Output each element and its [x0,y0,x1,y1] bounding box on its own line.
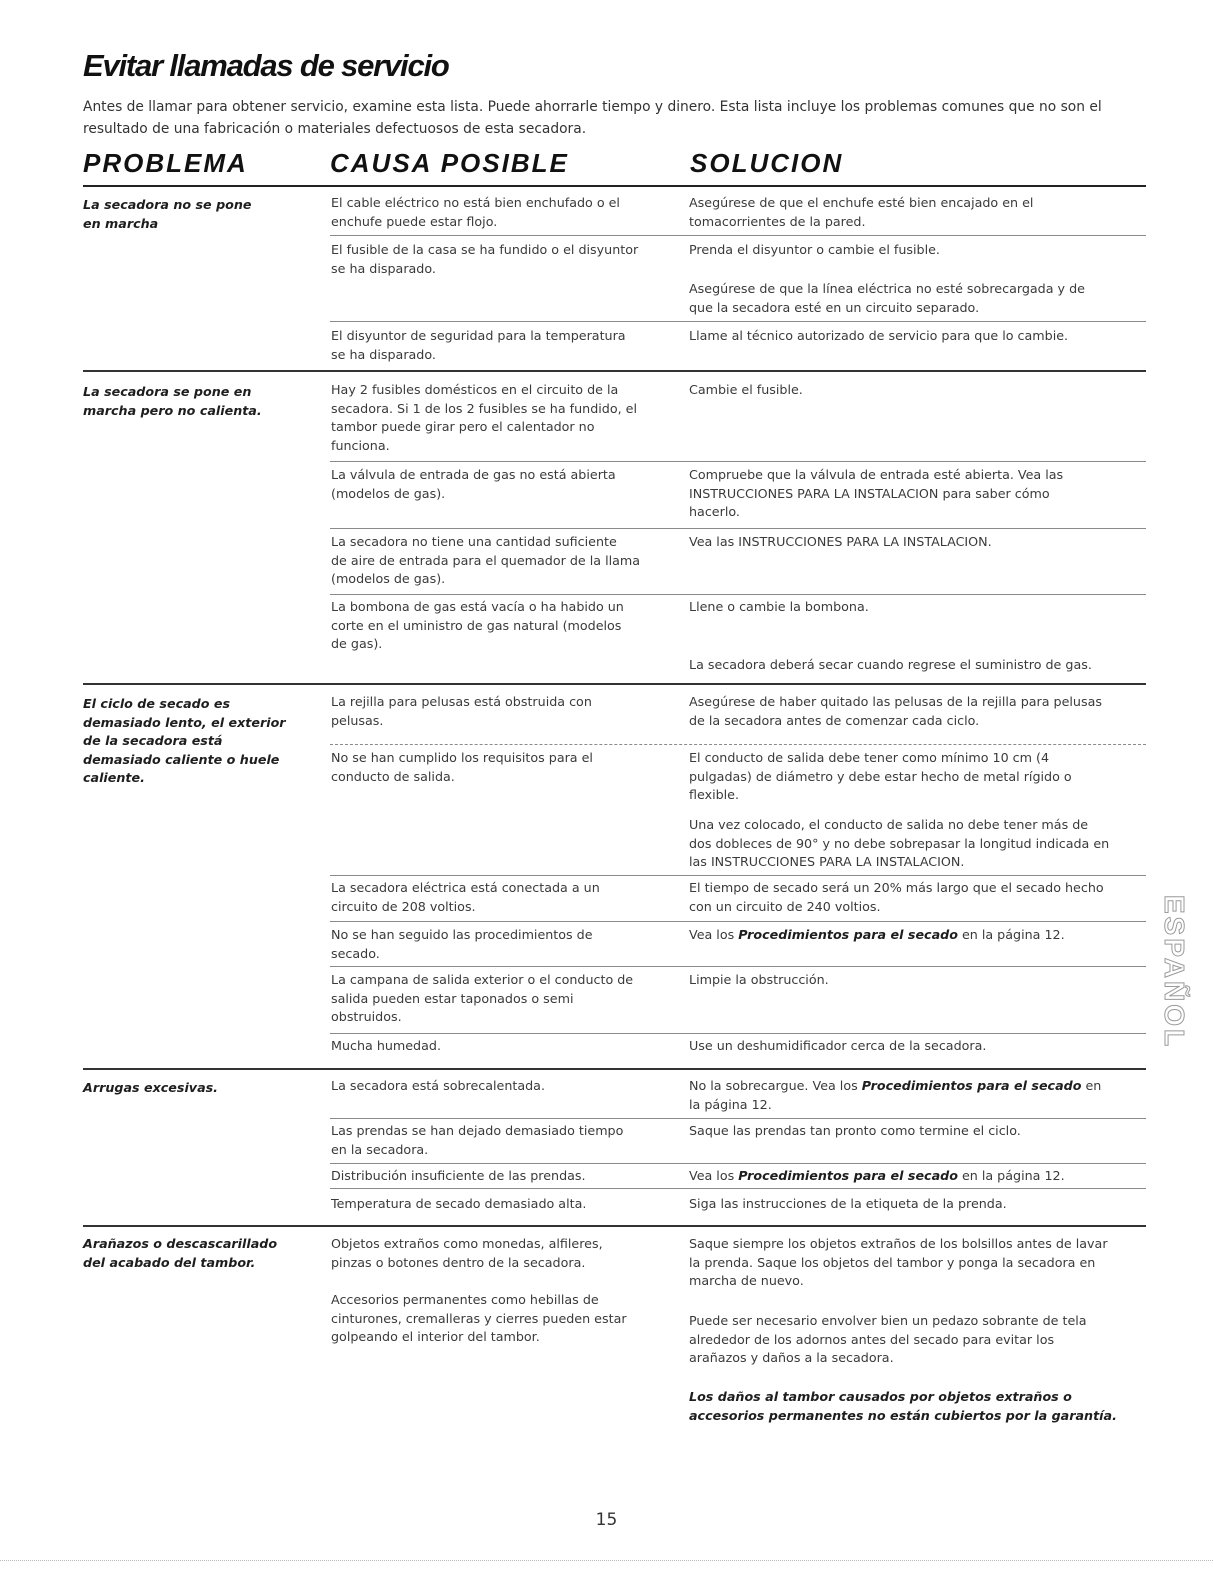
solution-text: Saque siempre los objetos extraños de los bolsillos antes de lavar la prenda. Saque los objetos del tambor y ponga la secadora en marcha de nuevo. [689,1236,1108,1288]
row-divider [330,744,1146,745]
side-tab-label: ESPAÑOL [1159,894,1190,1050]
solution-text: Compruebe que la válvula de entrada esté abierta. Vea las INSTRUCCIONES PARA LA INSTALACION para saber cómo hacerlo. [689,467,1064,519]
page-number: 15 [595,1510,618,1530]
column-header-solution: SOLUCION [690,148,844,178]
solution-text: Asegúrese de haber quitado las pelusas de la rejilla para pelusas de la secadora antes de comenzar cada ciclo. [689,694,1102,728]
solution-text: Limpie la obstrucción. [689,972,829,987]
cause-text: Hay 2 fusibles domésticos en el circuito de la secadora. Si 1 de los 2 fusibles se ha fundido, el tambor puede girar pero el calentador no funciona. [331,382,637,453]
column-header-problem: PROBLEMA [83,148,248,178]
bottom-edge [0,1560,1213,1561]
procedures-reference: Procedimientos para el secado [738,927,958,942]
row-divider [330,1033,1146,1034]
intro-paragraph: Antes de llamar para obtener servicio, examine esta lista. Puede ahorrarle tiempo y dinero. Esta lista incluye los problemas comunes que no son el resultado de una fabricación o materiales defectuosos de esta secadora. [83,99,1102,137]
cause-text: La bombona de gas está vacía o ha habido un corte en el uministro de gas natural (modelos de gas). [331,599,624,651]
row-divider [330,321,1146,322]
cause-text: El fusible de la casa se ha fundido o el disyuntor se ha disparado. [331,242,639,276]
problem-wrinkles: Arrugas excesivas. [83,1080,218,1095]
group-divider [83,683,1146,685]
solution-text: Siga las instrucciones de la etiqueta de la prenda. [689,1196,1007,1211]
problem-slow-drying: El ciclo de secado es demasiado lento, el exterior de la secadora está demasiado caliente o huele caliente. [83,696,286,785]
row-divider [330,235,1146,236]
solution-text: Saque las prendas tan pronto como termine el ciclo. [689,1123,1021,1138]
row-divider [330,921,1146,922]
column-header-cause: CAUSA POSIBLE [330,148,569,178]
solution-post: en la página 12. [689,1078,1102,1112]
solution-text: Llame al técnico autorizado de servicio para que lo cambie. [689,328,1069,343]
solution-reference [689,926,1149,945]
row-divider [330,594,1146,595]
solution-text: Asegúrese de que la línea eléctrica no esté sobrecargada y de que la secadora esté en un circuito separado. [689,281,1085,315]
solution-pre: Vea los [689,927,739,942]
cause-text: El disyuntor de seguridad para la temperatura se ha disparado. [331,328,626,362]
solution-text: Puede ser necesario envolver bien un pedazo sobrante de tela alrededor de los adornos antes del secado para evitar los arañazos y daños a la secadora. [689,1313,1087,1365]
row-divider [330,1118,1146,1119]
cause-text: La campana de salida exterior o el conducto de salida pueden estar taponados o semi obstruidos. [331,972,634,1024]
solution-text: El conducto de salida debe tener como mínimo 10 cm (4 pulgadas) de diámetro y debe estar hecho de metal rígido o flexible. [689,750,1072,802]
solution-post: en la página 12. [957,1168,1065,1183]
page-title: Evitar llamadas de servicio [83,48,449,83]
solution-text: La secadora deberá secar cuando regrese el suministro de gas. [689,657,1092,672]
group-divider [83,370,1146,372]
language-side-tab [1148,892,1200,1052]
solution-text: Vea las INSTRUCCIONES PARA LA INSTALACION. [689,534,992,549]
problem-no-start: La secadora no se pone en marcha [83,197,252,231]
header-rule [83,185,1146,187]
cause-text: Objetos extraños como monedas, alfileres, pinzas o botones dentro de la secadora. [331,1236,603,1270]
row-divider [330,966,1146,967]
cause-text: Las prendas se han dejado demasiado tiempo en la secadora. [331,1123,624,1157]
solution-text: El tiempo de secado será un 20% más largo que el secado hecho con un circuito de 240 voltios. [689,880,1104,914]
row-divider [330,461,1146,462]
row-divider [330,1188,1146,1189]
solution-text: Una vez colocado, el conducto de salida no debe tener más de dos dobleces de 90° y no debe sobrepasar la longitud indicada en las INSTRUCCIONES PARA LA INSTALACION. [689,817,1110,869]
group-divider [83,1225,1146,1227]
cause-text: Distribución insuficiente de las prendas. [331,1168,586,1183]
solution-text: Prenda el disyuntor o cambie el fusible. [689,242,940,257]
solution-reference [689,1077,1149,1114]
cause-text: Mucha humedad. [331,1038,441,1053]
cause-text: No se han seguido las procedimientos de secado. [331,927,593,961]
problem-drum-scratches: Arañazos o descascarillado del acabado del tambor. [83,1236,278,1270]
cause-text: Accesorios permanentes como hebillas de cinturones, cremalleras y cierres pueden estar golpeando el interior del tambor. [331,1292,627,1344]
warranty-note: Los daños al tambor causados por objetos extraños o accesorios permanentes no están cubiertos por la garantía. [689,1389,1117,1423]
cause-text: La secadora está sobrecalentada. [331,1078,545,1093]
problem-no-heat: La secadora se pone en marcha pero no calienta. [83,384,262,418]
solution-text: Cambie el fusible. [689,382,803,397]
procedures-reference: Procedimientos para el secado [738,1168,958,1183]
cause-text: La rejilla para pelusas está obstruida con pelusas. [331,694,592,728]
cause-text: Temperatura de secado demasiado alta. [331,1196,587,1211]
solution-reference [689,1167,1149,1186]
solution-pre: Vea los [689,1168,739,1183]
solution-text: Llene o cambie la bombona. [689,599,869,614]
row-divider [330,875,1146,876]
solution-text: Use un deshumidificador cerca de la secadora. [689,1038,987,1053]
procedures-reference: Procedimientos para el secado [861,1078,1082,1093]
solution-post: en la página 12. [957,927,1065,942]
solution-text: Asegúrese de que el enchufe esté bien encajado en el tomacorrientes de la pared. [689,195,1034,229]
row-divider [330,1163,1146,1164]
cause-text: La válvula de entrada de gas no está abierta (modelos de gas). [331,467,616,501]
cause-text: La secadora no tiene una cantidad suficiente de aire de entrada para el quemador de la llama (modelos de gas). [331,534,641,586]
row-divider [330,528,1146,529]
cause-text: No se han cumplido los requisitos para el conducto de salida. [331,750,593,784]
cause-text: La secadora eléctrica está conectada a un circuito de 208 voltios. [331,880,600,914]
group-divider [83,1068,1146,1070]
cause-text: El cable eléctrico no está bien enchufado o el enchufe puede estar flojo. [331,195,620,229]
solution-pre: No la sobrecargue. Vea los [689,1078,862,1093]
